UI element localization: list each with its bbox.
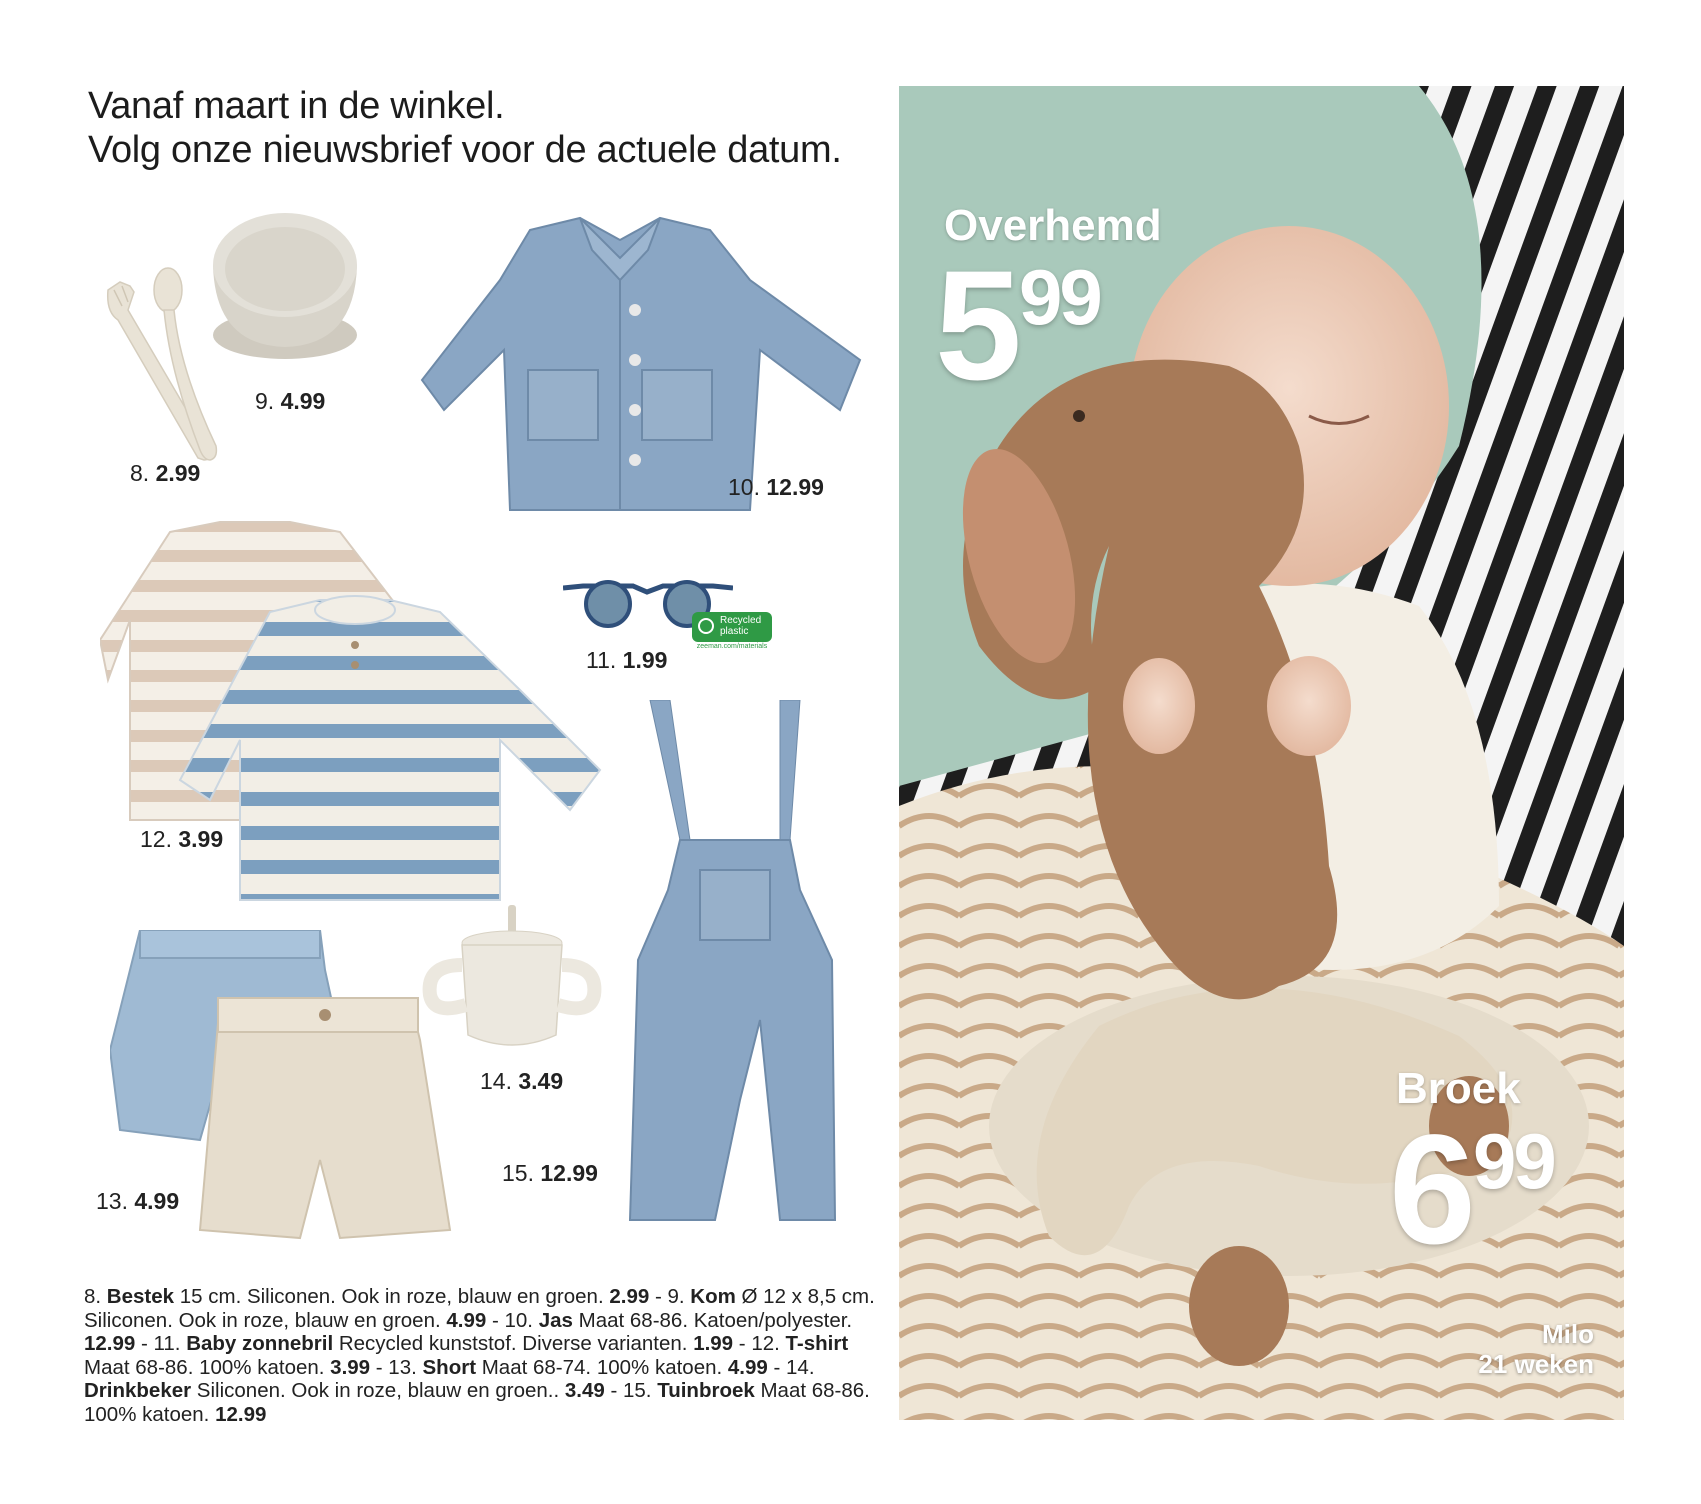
pants-price-cents: 99 [1473,1117,1554,1205]
product-description [84,1285,884,1426]
price-label-8: 8. 2.99 [130,460,201,486]
dungarees-image [620,700,850,1230]
price-label-10: 10. 12.99 [728,474,824,500]
price-label-15: 15. 12.99 [502,1160,598,1186]
recycle-icon [698,618,714,634]
desc-item-10: 10. Jas Maat 68-86. Katoen/polyester. 12.99 - [84,1308,853,1355]
recycled-badge: Recycled plastic [692,612,772,642]
price-label-14: 14. 3.49 [480,1068,564,1094]
desc-item-9: 9. Kom Ø 12 x 8,5 cm. Siliconen. Ook in roze, blauw en groen. 4.99 - [84,1285,875,1332]
bowl-image [205,205,365,375]
photo-caption [1478,1319,1594,1379]
intro-text [88,84,842,172]
desc-item-14: 14. Drinkbeker Siliconen. Ook in roze, blauw en groen.. 3.49 - [84,1355,815,1402]
desc-item-13: 13. Short Maat 68-74. 100% katoen. 4.99 - [388,1355,787,1379]
desc-item-8: 8. Bestek 15 cm. Siliconen. Ook in roze, blauw en groen. 2.99 - [84,1285,668,1308]
desc-item-15: 15. Tuinbroek Maat 68-86. 100% katoen. 12.99 [84,1379,870,1426]
price-label-12: 12. 3.99 [140,826,224,852]
shirt-price-cents: 99 [1019,253,1100,341]
pants-price-title: Broek [1396,1064,1521,1113]
pants-price-main: 6 [1389,1103,1470,1277]
desc-item-11: 11. Baby zonnebril Recycled kunststof. Diverse varianten. 1.99 - [153,1332,752,1355]
baby-photo [899,86,1624,1420]
shirt-price-title: Overhemd [944,201,1162,250]
caption-age: 21 weken [1478,1349,1594,1379]
price-label-11: 11. 1.99 [586,647,668,673]
price-label-9: 9. 4.99 [255,388,326,414]
shirt-price-main: 5 [935,239,1016,413]
badge-url: zeeman.com/materials [696,643,768,650]
price-label-13: 13. 4.99 [96,1188,180,1214]
sippy-cup-image [422,905,602,1055]
intro-line-2: Volg onze nieuwsbrief voor de actuele datum. [88,129,842,171]
intro-line-1: Vanaf maart in de winkel. [88,85,505,127]
desc-item-12: 12. T-shirt Maat 68-86. 100% katoen. 3.99 - [84,1332,849,1379]
caption-name: Milo [1542,1319,1594,1349]
